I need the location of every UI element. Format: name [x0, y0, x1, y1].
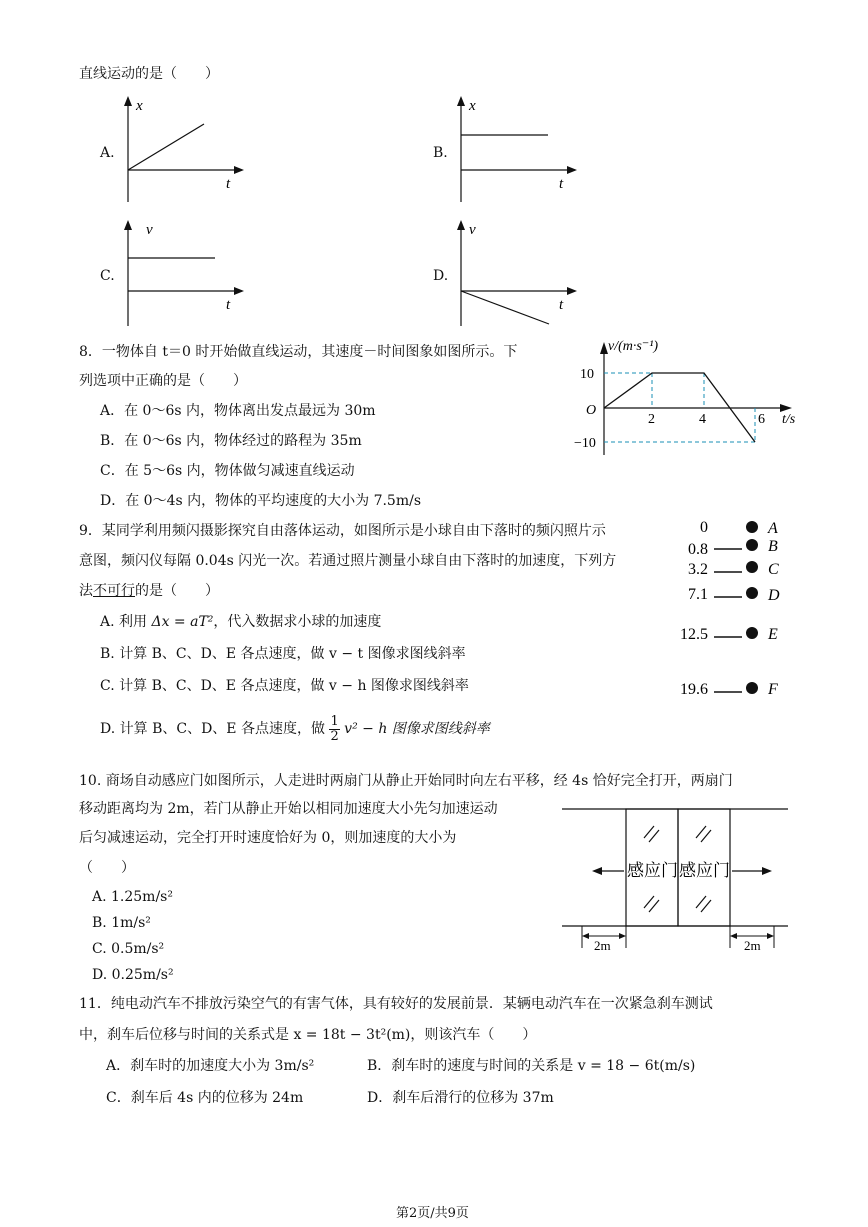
q11-option-b: B．刹车时的速度与时间的关系是 v = 18 − 6t(m/s): [367, 1058, 696, 1074]
q8-stem-line1: 8．一物体自 t＝0 时开始做直线运动，其速度－时间图象如图所示。下: [79, 344, 518, 360]
q9-option-d: D. 计算 B、C、D、E 各点速度，做 $\frac{1}{2}$ v² − h 图像求图线斜率: [100, 714, 490, 744]
q10-door-label-right: 感应门: [679, 861, 730, 880]
q8-graph-xtick-4: 4: [699, 412, 706, 427]
q11-stem-line1: 11．纯电动汽车不排放污染空气的有害气体，具有较好的发展前景．某辆电动汽车在一次紧急刹车测试: [79, 996, 713, 1012]
q11-option-c: C．刹车后 4s 内的位移为 24m: [106, 1090, 304, 1106]
q9-ball-a: [746, 521, 758, 533]
q7-graph-a-xaxis: t: [226, 176, 231, 192]
q9-ball-value-a: 0: [700, 519, 708, 536]
q8-graph-ytick-neg10: −10: [574, 436, 596, 451]
q8-option-a: A．在 0～6s 内，物体离出发点最远为 30m: [100, 403, 376, 419]
q8-graph-ylabel: v/(m·s⁻¹): [608, 339, 659, 354]
q9-strobe-figure: [670, 512, 790, 702]
q9-ball-e: [746, 627, 758, 639]
q7-graph-d: [453, 216, 583, 326]
q9-ball-label-c: C: [768, 561, 779, 578]
q7-graph-b: [453, 92, 583, 202]
q8-graph-ytick-10: 10: [580, 367, 594, 382]
q9-ball-d: [746, 587, 758, 599]
q7-graph-b-yaxis: x: [469, 98, 476, 114]
q11-stem-line2: 中，刹车后位移与时间的关系式是 x = 18t − 3t²(m)，则该汽车（ ）: [79, 1027, 537, 1043]
q8-option-c: C．在 5～6s 内，物体做匀减速直线运动: [100, 463, 355, 479]
q7-graph-d-yaxis: v: [469, 222, 476, 238]
q10-stem-line1: 10. 商场自动感应门如图所示，人走进时两扇门从静止开始同时向左右平移，经 4s 恰好完全打开，两扇门: [79, 773, 733, 789]
q9-ball-label-d: D: [768, 587, 780, 604]
q8-option-b: B．在 0～6s 内，物体经过的路程为 35m: [100, 433, 362, 449]
q9-ball-value-b: 0.8: [688, 541, 708, 558]
q10-stem-line2: 移动距离均为 2m，若门从静止开始以相同加速度大小先匀加速运动: [79, 801, 498, 817]
q8-stem-line2: 列选项中正确的是（ ）: [79, 373, 247, 389]
q9-stem-line3: 法不可行的是（ ）: [79, 583, 219, 599]
q9-ball-value-d: 7.1: [688, 586, 708, 603]
q9-ball-f: [746, 682, 758, 694]
q10-option-c: C. 0.5m/s²: [92, 941, 165, 957]
q7-option-d-label: D.: [433, 268, 449, 284]
q9-option-c: C. 计算 B、C、D、E 各点速度，做 v − h 图像求图线斜率: [100, 678, 469, 694]
q10-option-a: A. 1.25m/s²: [92, 889, 173, 905]
q8-graph-xtick-6: 6: [758, 412, 765, 427]
q9-ball-b: [746, 539, 758, 551]
q9-ball-c: [746, 561, 758, 573]
q10-door-figure: [562, 806, 792, 956]
q8-vt-graph: [570, 330, 810, 460]
q7-option-a-label: A.: [100, 145, 115, 161]
q9-ball-value-f: 19.6: [680, 681, 708, 698]
q10-door-label-left: 感应门: [627, 861, 678, 880]
q8-option-d: D．在 0～4s 内，物体的平均速度的大小为 7.5m/s: [100, 493, 422, 509]
q9-ball-label-b: B: [768, 538, 778, 555]
q8-graph-xlabel: t/s: [782, 412, 796, 427]
q11-option-a: A．刹车时的加速度大小为 3m/s²: [106, 1058, 315, 1074]
q10-left-dist: 2m: [594, 938, 611, 953]
q7-graph-a-yaxis: x: [136, 98, 143, 114]
q7-option-c-label: C.: [100, 268, 115, 284]
q7-graph-c-yaxis: v: [146, 222, 153, 238]
q9-ball-value-e: 12.5: [680, 626, 708, 643]
q7-graph-c: [120, 216, 250, 326]
q9-stem-line1: 9．某同学利用频闪摄影探究自由落体运动，如图所示是小球自由下落时的频闪照片示: [79, 523, 606, 539]
q9-option-a: A. 利用 Δx = aT²，代入数据求小球的加速度: [100, 614, 382, 630]
q7-graph-a: [120, 92, 250, 202]
q9-ball-label-f: F: [768, 681, 778, 698]
q8-graph-xtick-2: 2: [648, 412, 655, 427]
q9-not-feasible-emphasis: 不可行: [93, 583, 135, 599]
q11-option-d: D．刹车后滑行的位移为 37m: [367, 1090, 554, 1106]
q7-stem-end: 直线运动的是（ ）: [79, 66, 219, 82]
q7-graph-c-xaxis: t: [226, 297, 231, 313]
q9-option-b: B. 计算 B、C、D、E 各点速度，做 v − t 图像求图线斜率: [100, 646, 466, 662]
q10-stem-line4: （ ）: [79, 860, 135, 876]
q10-right-dist: 2m: [744, 938, 761, 953]
q9-ball-value-c: 3.2: [688, 561, 708, 578]
q8-graph-origin: O: [586, 403, 597, 418]
q7-graph-b-xaxis: t: [559, 176, 564, 192]
q10-stem-line3: 后匀减速运动，完全打开时速度恰好为 0，则加速度的大小为: [79, 830, 457, 846]
page-footer: 第2页/共9页: [396, 1206, 469, 1221]
q10-option-b: B. 1m/s²: [92, 915, 151, 931]
q7-option-b-label: B.: [433, 145, 448, 161]
q9-ball-label-e: E: [768, 626, 778, 643]
q9-ball-label-a: A: [768, 520, 778, 537]
q7-graph-d-xaxis: t: [559, 297, 564, 313]
q9-stem-line2: 意图，频闪仪每隔 0.04s 闪光一次。若通过照片测量小球自由下落时的加速度，下列方: [79, 553, 617, 569]
q10-option-d: D. 0.25m/s²: [92, 967, 174, 983]
